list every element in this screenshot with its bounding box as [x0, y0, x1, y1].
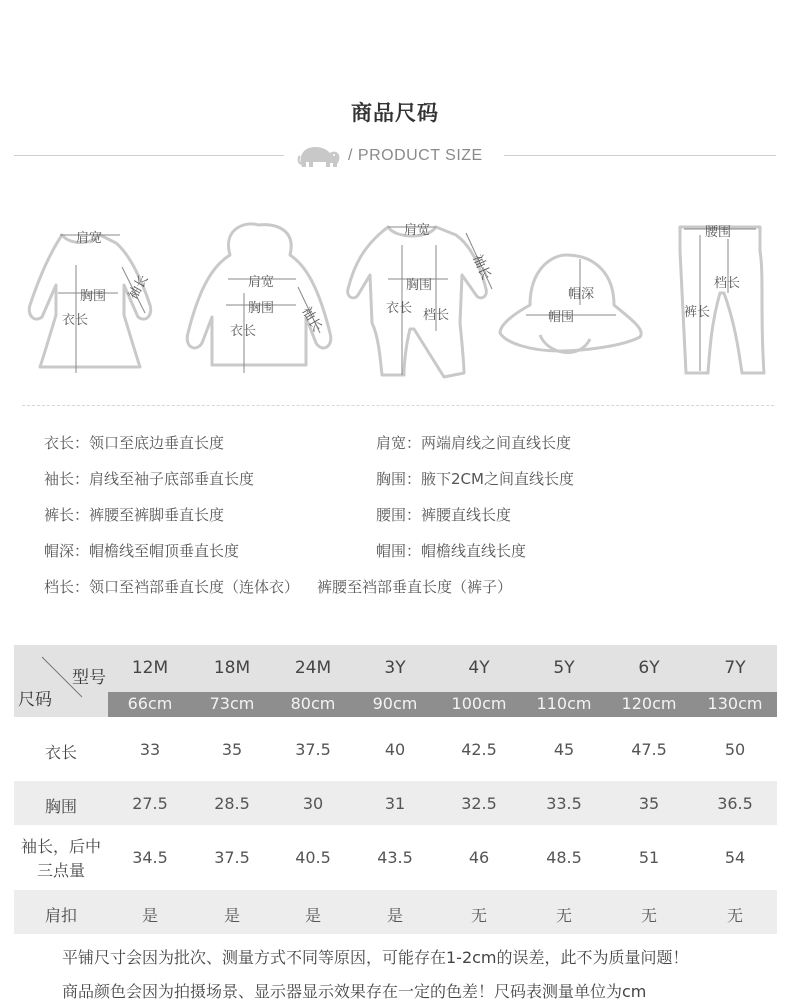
table-cell: 40 — [384, 740, 406, 759]
table-row — [14, 725, 777, 775]
table-cell: 54 — [724, 848, 746, 867]
table-cell: 47.5 — [631, 740, 667, 759]
row-label: 肩扣 — [44, 906, 77, 925]
size-col: 12M — [131, 658, 169, 678]
jacket-shoulder-label: 肩宽 — [248, 275, 275, 290]
table-cell: 37.5 — [295, 740, 331, 759]
size-col: 4Y — [468, 658, 490, 678]
subtitle-text: / PRODUCT SIZE — [348, 147, 483, 164]
table-cell: 30 — [302, 794, 324, 813]
romper-crotch-label: 档长 — [423, 308, 450, 323]
hat-outline — [500, 255, 641, 351]
table-cell: 40.5 — [295, 848, 331, 867]
jacket-chest-label: 胸围 — [248, 301, 275, 316]
pants-length-label: 裤长 — [684, 305, 711, 320]
jacket-sleeve-label: 袖长 — [298, 304, 325, 335]
table-cell: 31 — [384, 794, 406, 813]
definition-sleeve: 袖长：肩线至袖子底部垂直长度 — [44, 470, 255, 488]
table-cell: 36.5 — [717, 794, 753, 813]
definition-shoulder: 肩宽：两端肩线之间直线长度 — [376, 434, 572, 452]
table-cell: 32.5 — [461, 794, 497, 813]
romper-sleeve-label: 袖长 — [469, 252, 494, 283]
size-col: 5Y — [553, 658, 575, 678]
table-cell: 无 — [726, 906, 743, 925]
table-cell: 33 — [139, 740, 161, 759]
pants-outline — [680, 227, 764, 373]
note-measurement: 平铺尺寸会因为批次、测量方式不同等原因，可能存在1-2cm的误差，此不为质量问题！ — [62, 948, 689, 967]
height-col: 90cm — [372, 694, 418, 713]
table-cell: 48.5 — [546, 848, 582, 867]
height-col: 66cm — [127, 694, 173, 713]
height-col: 130cm — [707, 694, 763, 713]
table-cell: 42.5 — [461, 740, 497, 759]
subtitle-row — [14, 142, 776, 172]
dress-shoulder-label: 肩宽 — [76, 231, 103, 246]
definition-pants-length: 裤长：裤腰至裤脚垂直长度 — [44, 506, 225, 524]
table-cell: 是 — [386, 906, 403, 925]
height-col: 110cm — [536, 694, 592, 713]
romper-shoulder-label: 肩宽 — [404, 223, 431, 238]
size-col: 6Y — [638, 658, 660, 678]
dress-sleeve-label: 袖长 — [125, 272, 152, 303]
dashed-divider — [22, 405, 774, 406]
table-cell: 无 — [640, 906, 657, 925]
table-row — [14, 890, 777, 934]
romper-outline — [348, 227, 487, 377]
definition-waist: 腰围：裤腰直线长度 — [376, 506, 512, 524]
size-col: 7Y — [724, 658, 746, 678]
size-col: 24M — [294, 658, 332, 678]
definition-hat-circ: 帽围：帽檐线直线长度 — [376, 542, 527, 560]
definition-length: 衣长：领口至底边垂直长度 — [44, 434, 225, 452]
size-col: 3Y — [384, 658, 406, 678]
romper-length-label: 衣长 — [386, 301, 413, 316]
table-cell: 46 — [468, 848, 490, 867]
dress-length-label: 衣长 — [62, 313, 89, 328]
page-title: 商品尺码 — [351, 101, 439, 125]
divider-left — [14, 155, 284, 156]
table-cell: 45 — [553, 740, 575, 759]
definition-hat-depth: 帽深：帽檐线至帽顶垂直长度 — [44, 542, 240, 560]
table-cell: 34.5 — [132, 848, 168, 867]
garment-diagrams — [0, 205, 790, 395]
table-cell: 无 — [555, 906, 572, 925]
height-col: 73cm — [209, 694, 255, 713]
pants-crotch-label: 档长 — [714, 276, 741, 291]
corner-size-label: 尺码 — [18, 690, 52, 710]
table-cell: 是 — [304, 906, 321, 925]
table-row — [14, 829, 777, 885]
jacket-outline — [187, 224, 331, 365]
note-color: 商品颜色会因为拍摄场景、显示器显示效果存在一定的色差！尺码表测量单位为cm — [62, 982, 647, 1001]
romper-chest-label: 胸围 — [406, 278, 433, 293]
table-row — [14, 781, 777, 825]
divider-right — [504, 155, 776, 156]
table-cell: 43.5 — [377, 848, 413, 867]
table-cell: 50 — [724, 740, 746, 759]
table-cell: 28.5 — [214, 794, 250, 813]
row-label: 胸围 — [44, 797, 77, 816]
definition-chest: 胸围：腋下2CM之间直线长度 — [376, 470, 574, 488]
table-cell: 51 — [638, 848, 660, 867]
elephant-icon — [297, 142, 343, 170]
size-col: 18M — [213, 658, 251, 678]
jacket-length-label: 衣长 — [230, 324, 257, 339]
table-cell: 33.5 — [546, 794, 582, 813]
table-corner — [14, 645, 108, 717]
table-cell: 无 — [470, 906, 487, 925]
height-col: 80cm — [290, 694, 336, 713]
hat-circ-label: 帽围 — [548, 310, 575, 325]
row-label: 袖长，后中 三点量 — [20, 837, 101, 880]
table-cell: 27.5 — [132, 794, 168, 813]
definition-crotch: 档长：领口至裆部垂直长度（连体衣） 裤腰至裆部垂直长度（裤子） — [44, 578, 513, 596]
table-cell: 35 — [221, 740, 243, 759]
table-cell: 是 — [141, 906, 158, 925]
height-col: 100cm — [451, 694, 507, 713]
row-label: 衣长 — [44, 743, 77, 762]
hat-depth-label: 帽深 — [568, 287, 595, 302]
table-cell: 37.5 — [214, 848, 250, 867]
table-cell: 是 — [223, 906, 240, 925]
height-col: 120cm — [621, 694, 677, 713]
dress-chest-label: 胸围 — [80, 289, 107, 304]
corner-model-label: 型号 — [72, 668, 106, 688]
pants-waist-label: 腰围 — [705, 225, 732, 240]
table-cell: 35 — [638, 794, 660, 813]
